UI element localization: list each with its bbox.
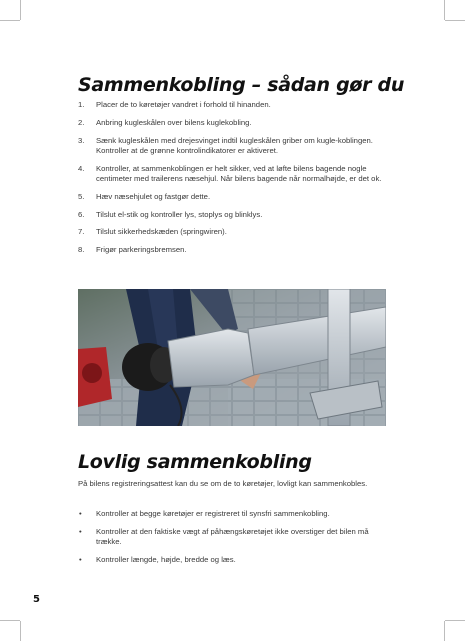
list-item <box>78 192 388 202</box>
list-item <box>78 227 388 237</box>
list-text: Placer de to køretøjer vandret i forhold til hinanden. <box>96 100 271 109</box>
trailer-coupling-photo <box>78 289 386 426</box>
intro-paragraph: På bilens registreringsattest kan du se om de to køretøjer, lovligt kan sammenkobles. <box>78 479 368 488</box>
list-item <box>78 210 388 220</box>
list-number: 5. <box>78 191 85 201</box>
crop-mark <box>444 0 445 20</box>
page-heading: Sammenkobling – sådan gør du <box>78 74 405 96</box>
list-item <box>78 245 388 255</box>
list-item <box>78 555 388 565</box>
crop-mark <box>445 20 465 21</box>
list-text: Tilslut el-stik og kontroller lys, stoplys og blinklys. <box>96 209 263 219</box>
page-number: 5 <box>33 594 40 605</box>
crop-mark <box>0 20 20 21</box>
list-text: Hæv næsehjulet og fastgør dette. <box>96 191 211 201</box>
crop-mark <box>444 621 445 641</box>
list-text: Kontroller at begge køretøjer er registreret til synsfri sammenkobling. <box>96 509 330 518</box>
list-item <box>78 100 388 110</box>
list-item <box>78 118 388 128</box>
list-number: 8. <box>78 245 85 255</box>
crop-mark <box>0 620 20 621</box>
crop-mark <box>20 0 21 20</box>
crop-mark <box>445 620 465 621</box>
bullet-marker: • <box>79 526 82 536</box>
crop-mark <box>20 621 21 641</box>
list-number: 7. <box>78 227 85 237</box>
steps-list <box>78 100 388 263</box>
list-text: Kontroller, at sammenkoblingen er helt sikker, ved at løfte bilens bagende nogle centimeter med trailerens næsehjul. Når bilens bagende når normalhøjde, er det ok. <box>96 163 382 183</box>
list-text: Kontroller længde, højde, bredde og læs. <box>96 554 236 564</box>
section-heading: Lovlig sammenkobling <box>78 451 312 473</box>
list-number: 3. <box>78 135 85 145</box>
bullet-list <box>78 509 388 573</box>
list-item <box>78 136 388 157</box>
list-number: 6. <box>78 209 85 219</box>
list-text: Sænk kugleskålen med drejesvinget indtil kugleskålen griber om kugle-koblingen. Kontroller at de grønne kontrolindikatorer er aktiveret. <box>96 135 373 155</box>
list-text: Tilslut sikkerhedskæden (springwiren). <box>96 227 227 237</box>
list-text: Anbring kugleskålen over bilens kuglekobling. <box>96 117 252 127</box>
list-item <box>78 527 388 548</box>
list-item <box>78 164 388 185</box>
list-item <box>78 509 388 519</box>
bullet-marker: • <box>79 554 82 564</box>
list-number: 2. <box>78 117 85 127</box>
list-text: Frigør parkeringsbremsen. <box>96 245 187 255</box>
list-number: 4. <box>78 163 85 173</box>
list-number: 1. <box>78 100 85 109</box>
list-text: Kontroller at den faktiske vægt af påhængskøretøjet ikke overstiger det bilen må trække. <box>96 526 369 547</box>
bullet-marker: • <box>79 509 82 518</box>
